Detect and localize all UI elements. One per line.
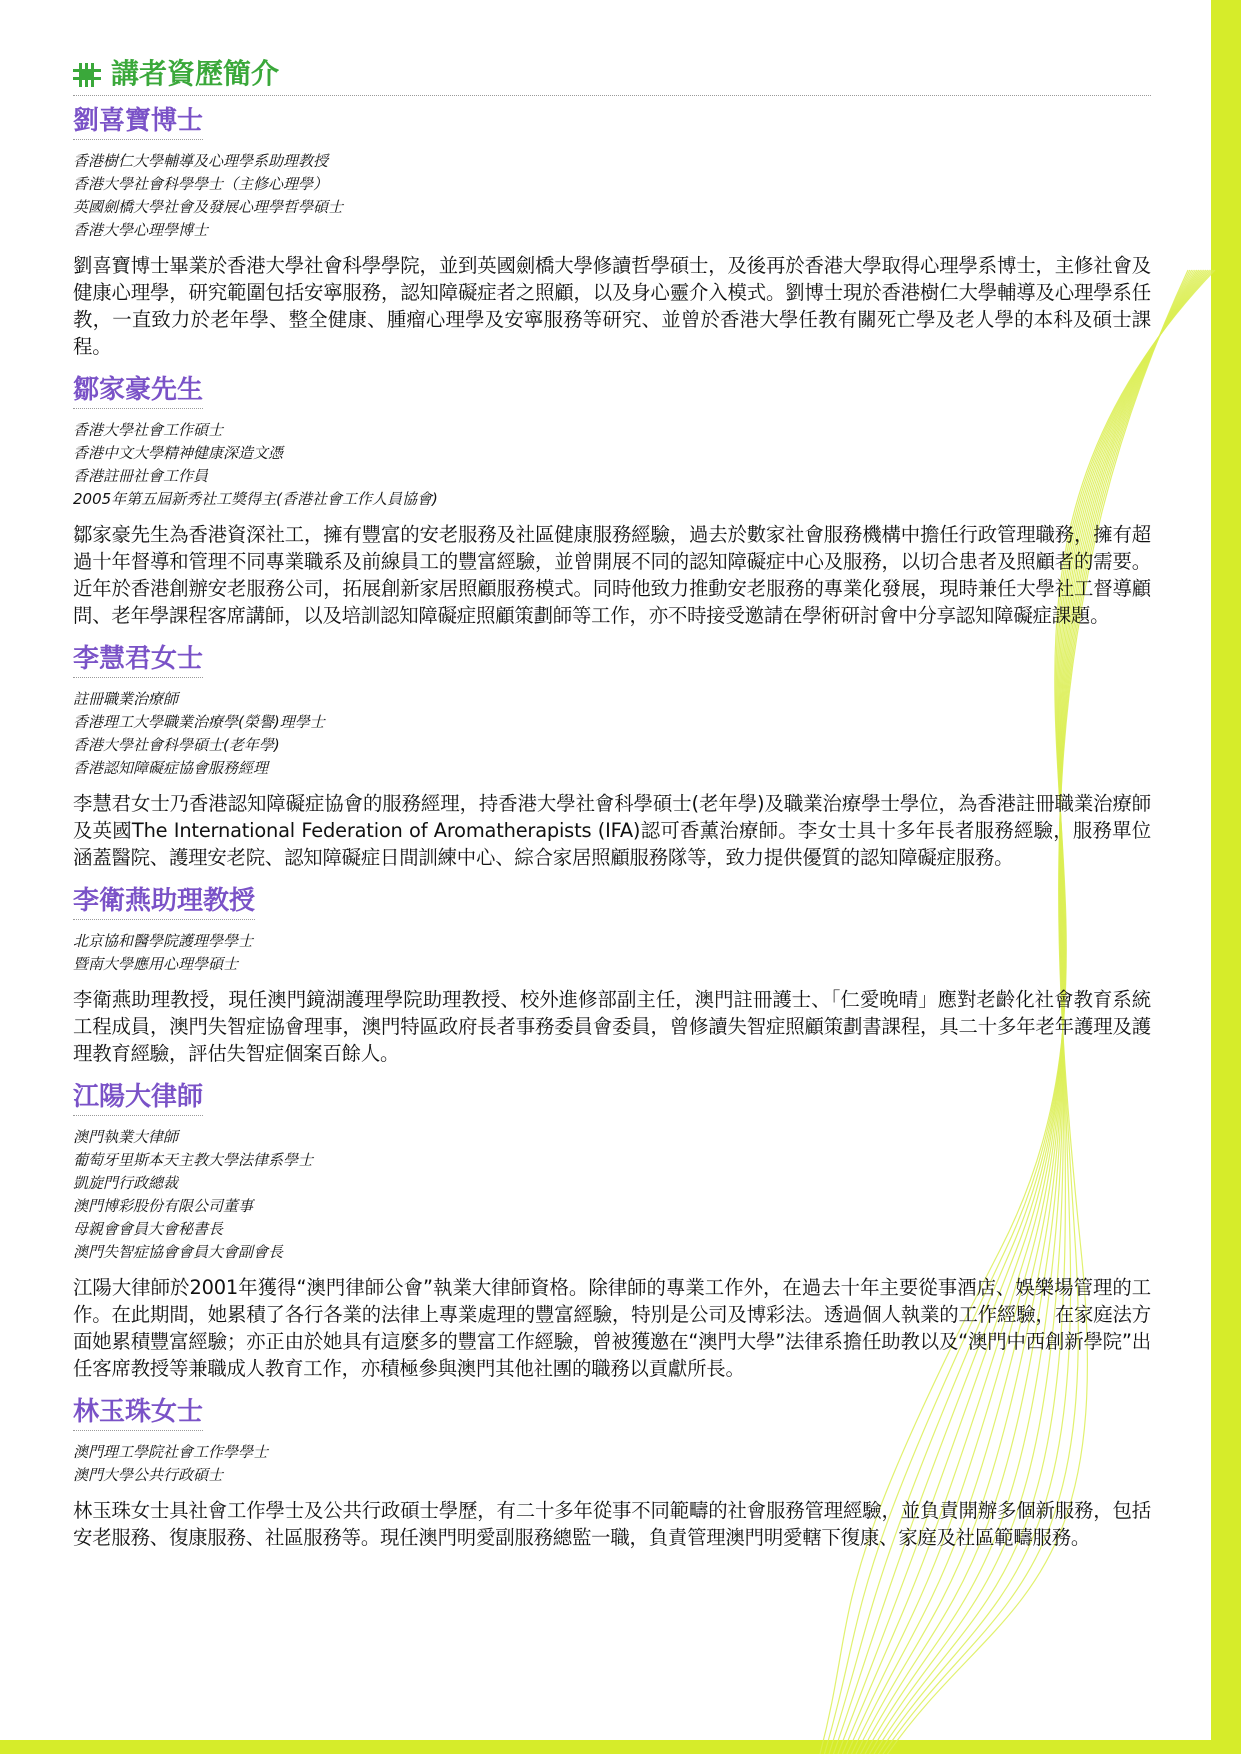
qualification-item: 香港中文大學精神健康深造文憑 — [73, 444, 284, 462]
qualification-item: 英國劍橋大學社會及發展心理學哲學碩士 — [73, 198, 344, 216]
speaker-list — [73, 104, 1151, 1551]
speaker-bio: 江陽大律師於2001年獲得“澳門律師公會”執業大律師資格。除律師的專業工作外，在過去十年主要從事酒店、娛樂場管理的工作。在此期間，她累積了各行各業的法律上專業處理的豐富經驗，特別是公司及博彩法。透過個人執業的工作經驗，在家庭法方面她累積豐富經驗；亦正由於她具有這麼多的豐富工作經驗，曾被獲邀在“澳門大學”法律系擔任助教以及“澳門中西創新學院”出任客席教授等兼職成人教育工作，亦積極參與澳門其他社團的職務以貢獻所長。 — [73, 1276, 1151, 1380]
qualification-item: 香港大學社會科學碩士(老年學) — [73, 736, 280, 754]
speaker-entry — [73, 884, 1151, 1067]
qualification-item: 凱旋門行政總裁 — [73, 1174, 179, 1192]
qualification-item: 2005年第五屆新秀社工獎得主(香港社會工作人員協會) — [73, 490, 438, 508]
speaker-entry — [73, 373, 1151, 629]
qualification-item: 葡萄牙里斯本天主教大學法律系學士 — [73, 1151, 314, 1169]
speaker-entry — [73, 642, 1151, 871]
qualification-item: 香港樹仁大學輔導及心理學系助理教授 — [73, 152, 329, 170]
qualification-list — [73, 930, 1151, 976]
speaker-entry — [73, 1395, 1151, 1551]
qualification-list — [73, 150, 1151, 242]
qualification-list — [73, 1126, 1151, 1264]
speaker-name: 鄒家豪先生 — [73, 373, 203, 409]
qualification-item: 香港認知障礙症協會服務經理 — [73, 759, 269, 777]
speaker-name: 劉喜寶博士 — [73, 104, 203, 140]
qualification-item: 澳門失智症協會會員大會副會長 — [73, 1243, 284, 1261]
speaker-bio: 劉喜寶博士畢業於香港大學社會科學學院，並到英國劍橋大學修讀哲學碩士，及後再於香港大學取得心理學系博士，主修社會及健康心理學，研究範圍包括安寧服務，認知障礙症者之照顧，以及身心靈介入模式。劉博士現於香港樹仁大學輔導及心理學系任教，一直致力於老年學、整全健康、腫瘤心理學及安寧服務等研究、並曾於香港大學任教有關死亡學及老人學的本科及碩士課程。 — [73, 254, 1151, 358]
speaker-name: 李慧君女士 — [73, 642, 203, 678]
speaker-entry — [73, 104, 1151, 360]
qualification-item: 澳門執業大律師 — [73, 1128, 179, 1146]
section-header — [73, 55, 1151, 93]
qualification-item: 註冊職業治療師 — [73, 690, 179, 708]
speaker-bio: 李慧君女士乃香港認知障礙症協會的服務經理，持香港大學社會科學碩士(老年學)及職業治療學士學位，為香港註冊職業治療師及英國The International Federation of Aromatherapists (IFA)認可香薰治療師。李女士具十多年長者服務經驗，服務單位涵蓋醫院、護理安老院、認知障礙症日間訓練中心、綜合家居照顧服務隊等，致力提供優質的認知障礙症服務。 — [73, 792, 1151, 869]
qualification-list — [73, 1441, 1151, 1487]
speaker-entry — [73, 1080, 1151, 1382]
speakers-page — [73, 55, 1151, 1564]
qualification-item: 香港理工大學職業治療學(榮譽)理學士 — [73, 713, 325, 731]
speaker-bio: 鄒家豪先生為香港資深社工，擁有豐富的安老服務及社區健康服務經驗，過去於數家社會服務機構中擔任行政管理職務，擁有超過十年督導和管理不同專業職系及前線員工的豐富經驗，並曾開展不同的認知障礙症中心及服務，以切合患者及照顧者的需要。近年於香港創辦安老服務公司，拓展創新家居照顧服務模式。同時他致力推動安老服務的專業化發展，現時兼任大學社工督導顧問、老年學課程客席講師，以及培訓認知障礙症照顧策劃師等工作，亦不時接受邀請在學術研討會中分享認知障礙症課題。 — [73, 523, 1151, 627]
qualification-item: 香港註冊社會工作員 — [73, 467, 209, 485]
speaker-bio: 林玉珠女士具社會工作學士及公共行政碩士學歷，有二十多年從事不同範疇的社會服務管理經驗，並負責開辦多個新服務，包括安老服務、復康服務、社區服務等。現任澳門明愛副服務總監一職，負責管理澳門明愛轄下復康、家庭及社區範疇服務。 — [73, 1499, 1151, 1549]
qualification-item: 北京協和醫學院護理學學士 — [73, 932, 254, 950]
qualification-item: 香港大學心理學博士 — [73, 221, 209, 239]
qualification-list — [73, 419, 1151, 511]
grid-bullet-icon — [73, 61, 101, 87]
qualification-item: 澳門大學公共行政碩士 — [73, 1466, 224, 1484]
bottom-frame-bar — [0, 1740, 1241, 1754]
qualification-item: 香港大學社會工作碩士 — [73, 421, 224, 439]
qualification-item: 暨南大學應用心理學碩士 — [73, 955, 239, 973]
qualification-item: 澳門博彩股份有限公司董事 — [73, 1197, 254, 1215]
speaker-name: 江陽大律師 — [73, 1080, 203, 1116]
section-divider — [73, 95, 1151, 96]
qualification-item: 香港大學社會科學學士（主修心理學） — [73, 175, 329, 193]
qualification-list — [73, 688, 1151, 780]
qualification-item: 澳門理工學院社會工作學學士 — [73, 1443, 269, 1461]
qualification-item: 母親會會員大會秘書長 — [73, 1220, 224, 1238]
speaker-name: 李衛燕助理教授 — [73, 884, 255, 920]
speaker-bio: 李衛燕助理教授，現任澳門鏡湖護理學院助理教授、校外進修部副主任，澳門註冊護士、「仁愛晚晴」應對老齡化社會教育系統工程成員，澳門失智症協會理事，澳門特區政府長者事務委員會委員，曾修讀失智症照顧策劃書課程，具二十多年老年護理及護理教育經驗，評估失智症個案百餘人。 — [73, 988, 1151, 1065]
section-title: 講者資歷簡介 — [111, 57, 280, 90]
right-frame-bar — [1211, 0, 1241, 1754]
speaker-name: 林玉珠女士 — [73, 1395, 203, 1431]
